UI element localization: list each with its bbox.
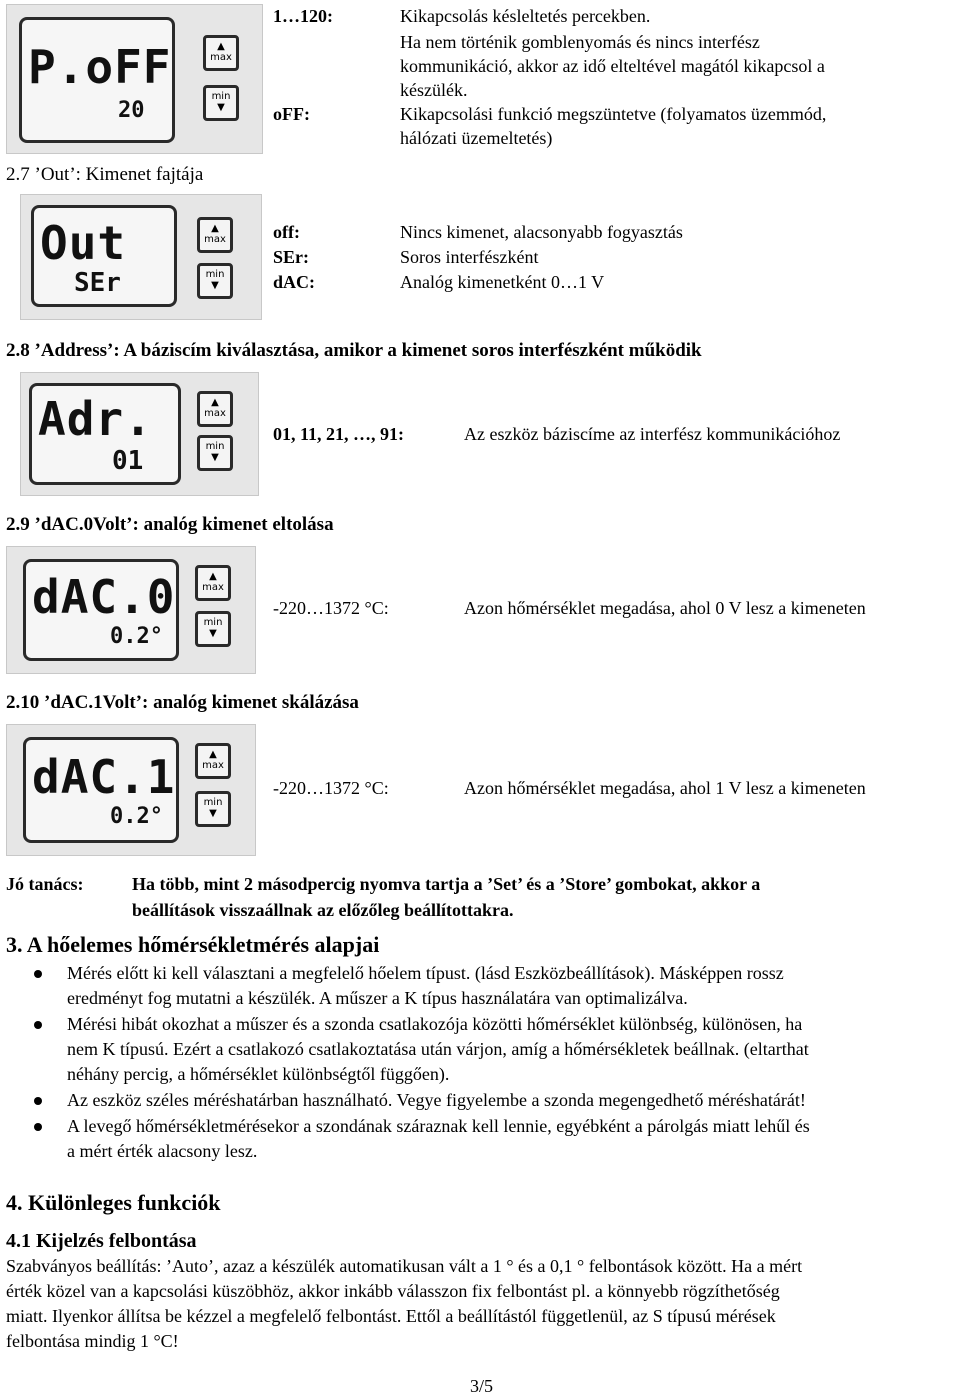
down-arrow-icon: ▼ [209,628,217,639]
min-button: min ▼ [195,791,231,827]
section4-line-1: Szabványos beállítás: ’Auto’, azaz a készülék automatikusan vált a 1 ° és a 0,1 ° felbontások között. Ha a mért [6,1256,803,1276]
poff-display-main: P.oFF [28,40,172,94]
dac0-key: -220…1372 °C: [273,598,389,618]
poff-display-sub: 20 [118,98,145,123]
section3-bullet-4-line-2: a mért érték alacsony lesz. [67,1141,258,1161]
section4-heading: 4. Különleges funkciók [6,1190,221,1215]
section3-bullet-1-line-1: Mérés előtt ki kell választani a megfelelő hőelem típust. (lásd Eszközbeállítások). Másképpen rossz [67,963,784,983]
section4-line-2: érték közel van a kapcsolási küszöbhöz, akkor inkább válasszon fix felbontást pl. a könnyebb rögzíthetőség [6,1281,780,1301]
poff-opt1-line2: Ha nem történik gomblenyomás és nincs interfész [400,32,760,52]
max-button: ▲ max [195,565,231,601]
min-button: min ▼ [203,85,239,121]
max-button: ▲ max [197,217,233,253]
down-arrow-icon: ▼ [217,102,225,113]
up-arrow-icon: ▲ [217,41,225,52]
out-display-sub: SEr [74,268,121,298]
out-display-main: Out [40,216,127,270]
bullet-icon [34,970,42,978]
section3-bullet-4-line-1: A levegő hőmérsékletmérésekor a szondának száraznak kell lennie, egyébként a párolgás miatt lehűl és [67,1116,810,1136]
min-button: min ▼ [197,263,233,299]
dac1-text: Azon hőmérséklet megadása, ahol 1 V lesz a kimeneten [464,778,866,798]
down-arrow-icon: ▼ [211,280,219,291]
tip-line-1: Ha több, mint 2 másodpercig nyomva tartja a ’Set’ és a ’Store’ gombokat, akkor a [132,874,761,894]
poff-opt1-key: 1…120: [273,6,333,26]
up-arrow-icon: ▲ [211,397,219,408]
section3-bullet-2-line-1: Mérési hibát okozhat a műszer és a szonda csatlakozója közötti hőmérséklet különbség, különösen, ha [67,1014,803,1034]
up-arrow-icon: ▲ [211,223,219,234]
out-display-image [20,194,262,320]
dac1-display-main: dAC.1 [32,750,176,804]
poff-opt1-line1: Kikapcsolás késleltetés percekben. [400,6,651,26]
dac1-display-image [6,724,256,856]
dac1-key: -220…1372 °C: [273,778,389,798]
dac0-heading: 2.9 ’dAC.0Volt’: analóg kimenet eltolása [6,514,334,535]
address-text: Az eszköz báziscíme az interfész kommunikációhoz [464,424,841,444]
down-arrow-icon: ▼ [209,808,217,819]
out-item-text: Nincs kimenet, alacsonyabb fogyasztás [400,222,683,242]
out-item-key: SEr: [273,247,309,267]
poff-opt1-line4: készülék. [400,80,468,100]
section3-bullet-2-line-2: nem K típusú. Ezért a csatlakozó csatlakoztatása után várjon, amíg a hőmérsékletek beállnak. (eltarthat [67,1039,809,1059]
max-button: ▲ max [197,391,233,427]
bullet-icon [34,1097,42,1105]
out-item-key: dAC: [273,272,316,292]
up-arrow-icon: ▲ [209,571,217,582]
dac1-heading: 2.10 ’dAC.1Volt’: analóg kimenet skálázása [6,692,359,713]
address-heading: 2.8 ’Address’: A báziscím kiválasztása, amikor a kimenet soros interfészként működik [6,340,702,361]
dac0-text: Azon hőmérséklet megadása, ahol 0 V lesz a kimeneten [464,598,866,618]
out-item-key: off: [273,222,300,242]
poff-display-image [6,4,263,154]
tip-label: Jó tanács: [6,874,84,894]
section4-subheading: 4.1 Kijelzés felbontása [6,1230,197,1252]
page-number: 3/5 [470,1376,494,1396]
tip-line-2: beállítások visszaállnak az előzőleg beállítottakra. [132,900,514,920]
poff-opt2-line2: hálózati üzemeltetés) [400,128,553,148]
address-display-image [20,372,259,496]
bullet-icon [34,1123,42,1131]
min-button: min ▼ [197,435,233,471]
out-heading: 2.7 ’Out’: Kimenet fajtája [6,164,204,185]
section3-bullet-1-line-2: eredményt fog mutatni a készülék. A műszer a K típus használatára van optimalizálva. [67,988,688,1008]
min-button: min ▼ [195,611,231,647]
up-arrow-icon: ▲ [209,749,217,760]
section3-heading: 3. A hőelemes hőmérsékletmérés alapjai [6,932,380,957]
section3-bullet-3-line-1: Az eszköz széles méréshatárban használható. Vegye figyelembe a szonda megengedhető méréshatárát! [67,1090,806,1110]
address-display-main: Adr. [38,392,153,446]
out-item-text: Analóg kimenetként 0…1 V [400,272,605,292]
dac0-display-sub: 0.2° [110,624,163,649]
max-button: ▲ max [195,743,231,779]
section4-line-4: felbontása mindig 1 °C! [6,1331,179,1351]
section4-line-3: miatt. Ilyenkor állítsa be kézzel a megfelelő felbontást. Ettől a beállítástól függetlenül, az S típusú mérések [6,1306,776,1326]
out-item-text: Soros interfészként [400,247,539,267]
address-display-sub: 01 [112,446,144,476]
dac0-display-image [6,546,256,674]
poff-opt2-line1: Kikapcsolási funkció megszüntetve (folyamatos üzemmód, [400,104,827,124]
section3-bullet-2-line-3: néhány percig, a hőmérséklet különbségtől függően). [67,1064,450,1084]
poff-opt1-line3: kommunikáció, akkor az idő elteltével magától kikapcsol a [400,56,825,76]
down-arrow-icon: ▼ [211,452,219,463]
max-button: ▲ max [203,35,239,71]
dac0-display-main: dAC.0 [32,570,176,624]
poff-opt2-key: oFF: [273,104,310,124]
bullet-icon [34,1021,42,1029]
address-key: 01, 11, 21, …, 91: [273,424,405,444]
dac1-display-sub: 0.2° [110,804,163,829]
